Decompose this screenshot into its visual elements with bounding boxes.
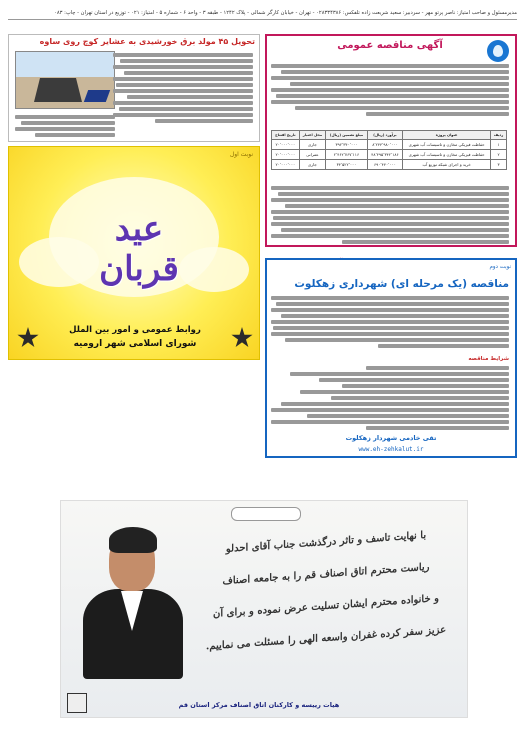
calligraphy-emblem bbox=[231, 507, 301, 521]
table-cell: ۱ bbox=[491, 140, 507, 150]
article-body-col1 bbox=[113, 53, 253, 125]
portrait-photo bbox=[79, 527, 189, 677]
table-cell: ۳۹۲٬۳۴۰٬۰۰۰ bbox=[326, 140, 368, 150]
table-header: تاریخ افتتاح bbox=[272, 131, 300, 140]
municipality-tender-ad bbox=[265, 258, 517, 458]
condolence-line-2: ریاست محترم اتاق اصناف قم را به جامعه اصناف bbox=[222, 561, 430, 588]
tender-ad bbox=[265, 34, 517, 247]
eid-footer-dept: روابط عمومی و امور بین الملل bbox=[69, 325, 201, 335]
condolence-line-4: عزیز سفر کرده غفران واسعه الهی را مسئلت می نماییم. bbox=[205, 624, 447, 653]
solar-article bbox=[8, 34, 260, 142]
table-cell: ۶۹۰٬۴۴۰٬۰۰۰ bbox=[367, 160, 402, 170]
eid-turn-label: نوبت اول bbox=[229, 151, 253, 158]
table-row bbox=[272, 160, 507, 170]
tender-conditions-text bbox=[271, 186, 509, 246]
tender-table bbox=[271, 130, 507, 170]
table-cell: جاری bbox=[299, 140, 325, 150]
table-cell: حفاظت فیزیکی مخازن و تاسیسات آب شهری bbox=[403, 150, 491, 160]
nomad-tent-photo bbox=[15, 51, 115, 109]
table-header: عنوان پروژه bbox=[403, 131, 491, 140]
tender-title: آگهی مناقصه عمومی bbox=[337, 40, 443, 51]
muni-conditions-list bbox=[271, 366, 509, 432]
table-cell: ۸٬۲۴۴٬۹۸۰٬۰۰۰ bbox=[367, 140, 402, 150]
muni-turn-label: نوبت دوم bbox=[489, 264, 511, 270]
table-header: برآورد (ریال) bbox=[367, 131, 402, 140]
table-cell: ۳۴٬۵۲۲٬۰۰۰ bbox=[326, 160, 368, 170]
condolence-footer: هیات رییسه و کارکنان اتاق اصناف مرکز استان قم bbox=[178, 701, 340, 709]
table-header: مبلغ تضمین (ریال) bbox=[326, 131, 368, 140]
table-cell: عمرانی bbox=[299, 150, 325, 160]
muni-website: www.eh-zehkalut.ir bbox=[358, 446, 424, 453]
table-cell: ۲۰٬۰۰۰٬۰۰۰ bbox=[272, 150, 300, 160]
table-header: ردیف bbox=[491, 131, 507, 140]
muni-intro-text bbox=[271, 296, 509, 350]
eid-title: عید قربان bbox=[99, 209, 179, 289]
table-cell: جاری bbox=[299, 160, 325, 170]
table-header-row bbox=[272, 131, 507, 140]
muni-conditions-label: شرایط مناقصه bbox=[468, 356, 509, 362]
article-body-col2 bbox=[15, 115, 115, 139]
masthead: مدیرمسئول و صاحب امتیاز: ناصر پرتو مهر - سردبیر: سعید شریعت زاده تلفکس: ۰۲۸۳۳۴۳۸۶ - تهران - خیابان کارگر شمالی - پلاک ۱۲۴۲ - طبقه ۳ - واحد ۶ - شماره ۵ - امتیاز: ۰۲۱ - توزیع در استان تهران - چاپ: ۰۸۳ bbox=[8, 6, 517, 20]
table-cell: حفاظت فیزیکی مخازن و تاسیسات آب شهری bbox=[403, 140, 491, 150]
table-cell: ۴۸٬۴۹۵٬۳۴۲٬۱۸۶ bbox=[367, 150, 402, 160]
table-row bbox=[272, 150, 507, 160]
eid-footer-council: شورای اسلامی شهر ارومیه bbox=[73, 339, 197, 349]
solar-panel-icon bbox=[84, 90, 110, 102]
muni-signature: تقی خادمی شهردار زهکلوت bbox=[345, 434, 437, 442]
hair-shape bbox=[109, 527, 157, 553]
table-cell: ۲ bbox=[491, 150, 507, 160]
eid-poster bbox=[8, 146, 260, 360]
table-cell: ۳ bbox=[491, 160, 507, 170]
table-cell: خرید و اجرای شبکه توزیع آب bbox=[403, 160, 491, 170]
tender-intro-text bbox=[271, 64, 509, 118]
condolence-ad bbox=[60, 500, 468, 718]
table-cell: ۲٬۴۶۲٬۷۶۷٬۱۱۶ bbox=[326, 150, 368, 160]
muni-title: مناقصه (یک مرحله ای) شهرداری زهکلوت bbox=[294, 278, 509, 290]
condolence-line-3: و خانواده محترم ایشان تسلیت عرض نموده و برای آن bbox=[213, 593, 439, 620]
table-cell: ۲۰٬۰۰۰٬۰۰۰ bbox=[272, 140, 300, 150]
table-row bbox=[272, 140, 507, 150]
condolence-line-1: با نهایت تاسف و تاثر درگذشت جناب آقای احدلو bbox=[225, 529, 427, 556]
table-cell: ۲۰٬۰۰۰٬۰۰۰ bbox=[272, 160, 300, 170]
article-title: تحویل ۴۵ مولد برق خورشیدی به عشایر کوچ روی ساوه bbox=[39, 37, 255, 46]
table-header: محل اعتبار bbox=[299, 131, 325, 140]
water-company-logo-icon bbox=[487, 40, 509, 62]
tent-icon bbox=[28, 72, 88, 102]
